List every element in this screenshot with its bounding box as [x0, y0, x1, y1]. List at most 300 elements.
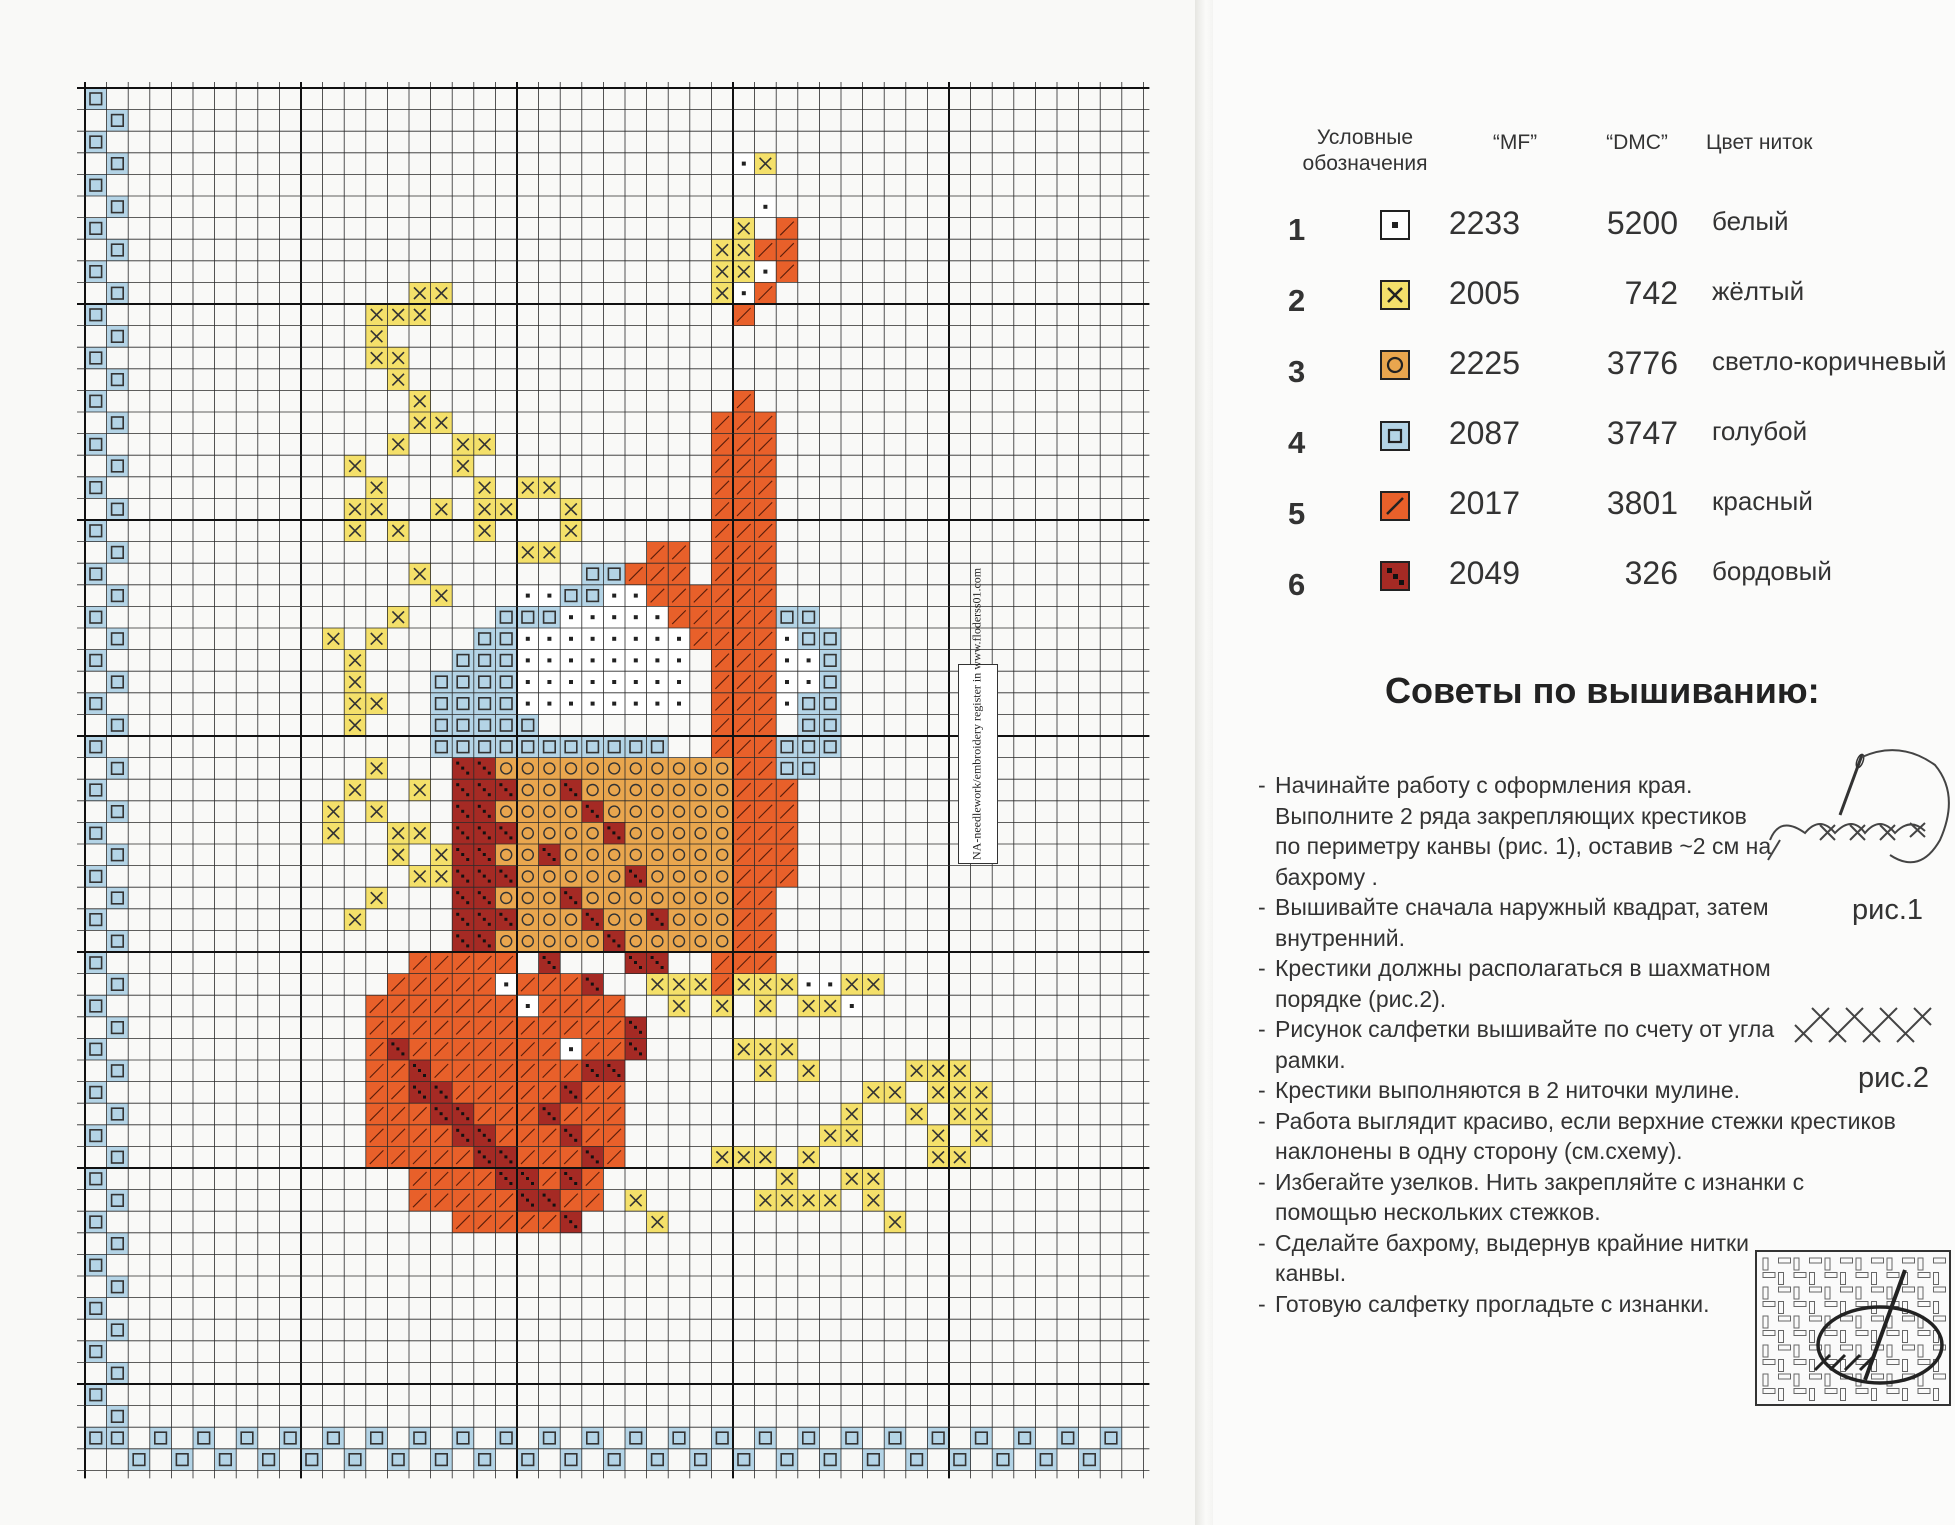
stitch-red: [625, 563, 647, 585]
stitch-yellow: [711, 282, 733, 304]
stitch-blue: [625, 736, 647, 758]
stitch-yellow: [323, 628, 345, 650]
stitch-maroon: [409, 1082, 431, 1104]
stitch-maroon: [517, 1168, 539, 1190]
page-fold: [1195, 0, 1213, 1525]
stitch-yellow: [366, 304, 388, 326]
stitch-yellow: [668, 974, 690, 996]
stitch-yellow: [971, 1125, 993, 1147]
tan-circle-icon: [1380, 350, 1410, 380]
stitch-white: [755, 261, 777, 283]
stitch-red: [495, 952, 517, 974]
stitch-red: [711, 585, 733, 607]
stitch-red: [755, 282, 777, 304]
stitch-white: [647, 671, 669, 693]
stitch-tan: [603, 758, 625, 780]
stitch-red: [733, 671, 755, 693]
stitch-red: [560, 1146, 582, 1168]
legend-num: 5: [1288, 496, 1306, 531]
stitch-blue: [107, 110, 129, 132]
stitch-red: [409, 974, 431, 996]
stitch-maroon: [603, 1060, 625, 1082]
stitch-yellow: [387, 347, 409, 369]
stitch-white: [517, 693, 539, 715]
stitch-red: [776, 261, 798, 283]
stitch-maroon: [560, 1125, 582, 1147]
stitch-red: [711, 455, 733, 477]
canvas-weave-figure-icon: [1755, 1250, 1955, 1410]
stitch-yellow: [387, 369, 409, 391]
header-color: Цвет ниток: [1706, 131, 1813, 154]
maroon-dots-icon: [1380, 561, 1410, 591]
stitch-yellow: [366, 326, 388, 348]
stitch-maroon: [452, 909, 474, 931]
stitch-white: [582, 650, 604, 672]
stitch-blue: [85, 606, 107, 628]
stitch-red: [711, 606, 733, 628]
header-dmc: “DMC”: [1606, 131, 1668, 154]
stitch-red: [733, 390, 755, 412]
stitch-blue: [215, 1449, 237, 1471]
tip-item: - Работа выглядит красиво, если верхние стежки крестиков наклонены в одну сторону (см.схему).: [1258, 1106, 1915, 1167]
stitch-red: [755, 801, 777, 823]
stitch-yellow: [366, 693, 388, 715]
stitch-yellow: [387, 606, 409, 628]
legend-num: 1: [1288, 212, 1306, 247]
stitch-blue: [85, 563, 107, 585]
stitch-tan: [625, 844, 647, 866]
stitch-yellow: [798, 995, 820, 1017]
stitch-blue: [85, 1298, 107, 1320]
stitch-blue: [107, 1319, 129, 1341]
red-slash-icon: [1380, 491, 1410, 521]
stitch-red: [474, 1038, 496, 1060]
stitch-tan: [690, 930, 712, 952]
stitch-tan: [647, 801, 669, 823]
stitch-blue: [798, 606, 820, 628]
stitch-red: [690, 606, 712, 628]
stitch-white: [560, 1038, 582, 1060]
stitch-blue: [107, 1427, 129, 1449]
stitch-maroon: [452, 1103, 474, 1125]
stitch-yellow: [474, 434, 496, 456]
stitch-yellow: [733, 974, 755, 996]
stitch-red: [755, 412, 777, 434]
stitch-maroon: [474, 801, 496, 823]
stitch-red: [452, 1060, 474, 1082]
stitch-blue: [107, 455, 129, 477]
stitch-blue: [560, 1449, 582, 1471]
stitch-white: [647, 628, 669, 650]
legend-dmc: 3747: [1606, 415, 1678, 451]
stitch-red: [452, 1082, 474, 1104]
stitch-blue: [258, 1449, 280, 1471]
stitch-maroon: [495, 1168, 517, 1190]
stitch-red: [474, 1060, 496, 1082]
stitch-blue: [85, 347, 107, 369]
stitch-blue: [495, 628, 517, 650]
stitch-tan: [517, 822, 539, 844]
stitch-red: [711, 520, 733, 542]
stitch-maroon: [495, 779, 517, 801]
stitch-blue: [85, 995, 107, 1017]
stitch-blue: [107, 1017, 129, 1039]
stitch-blue: [107, 369, 129, 391]
stitch-blue: [495, 736, 517, 758]
stitch-blue: [819, 628, 841, 650]
stitch-blue: [431, 693, 453, 715]
stitch-red: [431, 995, 453, 1017]
white-dot-icon: [1380, 210, 1410, 240]
stitch-tan: [647, 844, 669, 866]
stitch-red: [755, 455, 777, 477]
stitch-blue: [452, 736, 474, 758]
stitch-blue: [776, 758, 798, 780]
stitch-tan: [517, 930, 539, 952]
stitch-yellow: [344, 650, 366, 672]
stitch-blue: [647, 1449, 669, 1471]
stitch-yellow: [819, 995, 841, 1017]
stitch-red: [603, 1017, 625, 1039]
stitch-maroon: [452, 930, 474, 952]
stitch-tan: [582, 930, 604, 952]
stitch-tan: [668, 844, 690, 866]
stitch-red: [495, 1211, 517, 1233]
legend-color-name: голубой: [1712, 416, 1808, 446]
stitch-white: [603, 606, 625, 628]
stitch-white: [603, 671, 625, 693]
stitch-blue: [85, 1168, 107, 1190]
yellow-x-icon: [1380, 280, 1410, 310]
stitch-red: [560, 1060, 582, 1082]
stitch-blue: [85, 1038, 107, 1060]
stitch-white: [798, 974, 820, 996]
stitch-yellow: [884, 1211, 906, 1233]
stitch-maroon: [539, 952, 561, 974]
stitch-tan: [517, 801, 539, 823]
tip-item: - Крестики должны располагаться в шахматном порядке (рис.2).: [1258, 953, 1775, 1014]
stitch-blue: [971, 1427, 993, 1449]
stitch-blue: [85, 909, 107, 931]
stitch-blue: [301, 1449, 323, 1471]
stitch-red: [755, 606, 777, 628]
stitch-white: [776, 671, 798, 693]
legend-mf: 2087: [1448, 415, 1520, 451]
stitch-blue: [85, 693, 107, 715]
stitch-yellow: [452, 434, 474, 456]
stitch-red: [452, 1211, 474, 1233]
legend-dmc: 3801: [1606, 485, 1678, 521]
stitch-red: [431, 1146, 453, 1168]
stitch-white: [517, 650, 539, 672]
stitch-red: [409, 1125, 431, 1147]
stitch-red: [517, 1082, 539, 1104]
stitch-red: [711, 671, 733, 693]
stitch-blue: [452, 1427, 474, 1449]
stitch-yellow: [387, 304, 409, 326]
stitch-red: [776, 844, 798, 866]
stitch-blue: [387, 1449, 409, 1471]
stitch-tan: [690, 822, 712, 844]
stitch-blue: [625, 1427, 647, 1449]
stitch-yellow: [906, 1060, 928, 1082]
stitch-blue: [452, 714, 474, 736]
stitch-maroon: [452, 801, 474, 823]
stitch-yellow: [474, 520, 496, 542]
stitch-blue: [841, 1427, 863, 1449]
stitch-red: [711, 952, 733, 974]
stitch-blue: [603, 563, 625, 585]
stitch-maroon: [474, 779, 496, 801]
stitch-yellow: [431, 412, 453, 434]
stitch-red: [755, 520, 777, 542]
stitch-blue: [107, 1060, 129, 1082]
stitch-red: [755, 866, 777, 888]
stitch-red: [711, 412, 733, 434]
stitch-red: [474, 1168, 496, 1190]
stamp-text: NA-needlework/embroidery register in www.floderss01.com: [969, 567, 984, 860]
stitch-red: [776, 239, 798, 261]
stitch-blue: [819, 714, 841, 736]
stitch-yellow: [733, 261, 755, 283]
stitch-tan: [495, 758, 517, 780]
legend-dmc: 5200: [1606, 205, 1678, 241]
stitch-blue: [798, 1427, 820, 1449]
stitch-blue: [107, 196, 129, 218]
stitch-blue: [711, 1427, 733, 1449]
stitch-red: [387, 1060, 409, 1082]
stitch-maroon: [582, 909, 604, 931]
stitch-white: [517, 671, 539, 693]
stitch-maroon: [560, 887, 582, 909]
stitch-red: [495, 1082, 517, 1104]
tip-item: - Сделайте бахрому, выдернув крайние нитки канвы.: [1258, 1228, 1755, 1289]
stitch-maroon: [387, 1038, 409, 1060]
stitch-red: [668, 585, 690, 607]
stitch-blue: [495, 671, 517, 693]
stitch-tan: [711, 887, 733, 909]
stitch-tan: [647, 779, 669, 801]
stitch-blue: [647, 736, 669, 758]
stitch-blue: [107, 1406, 129, 1428]
stitch-blue: [906, 1449, 928, 1471]
stitch-yellow: [884, 1082, 906, 1104]
stitch-tan: [690, 758, 712, 780]
stitch-red: [733, 542, 755, 564]
stitch-red: [733, 822, 755, 844]
stitch-yellow: [387, 520, 409, 542]
stitch-white: [582, 606, 604, 628]
stitch-blue: [1079, 1449, 1101, 1471]
stitch-tan: [625, 822, 647, 844]
stitch-blue: [949, 1449, 971, 1471]
stitch-yellow: [366, 887, 388, 909]
stitch-white: [841, 995, 863, 1017]
stitch-blue: [582, 563, 604, 585]
stitch-blue: [85, 1211, 107, 1233]
stitch-yellow: [733, 239, 755, 261]
stitch-yellow: [409, 390, 431, 412]
stitch-white: [539, 671, 561, 693]
stitch-red: [452, 1168, 474, 1190]
stitch-tan: [539, 930, 561, 952]
stitch-maroon: [495, 866, 517, 888]
stitch-blue: [603, 1449, 625, 1471]
stitch-red: [733, 866, 755, 888]
stitch-maroon: [409, 1060, 431, 1082]
stitch-red: [582, 1168, 604, 1190]
stitch-blue: [1035, 1449, 1057, 1471]
stitch-yellow: [906, 1103, 928, 1125]
stitch-blue: [85, 1125, 107, 1147]
stitch-yellow: [517, 542, 539, 564]
stitch-red: [733, 434, 755, 456]
stitch-tan: [539, 801, 561, 823]
tip-item: - Вышивайте сначала наружный квадрат, затем внутренний.: [1258, 892, 1775, 953]
stitch-red: [409, 1103, 431, 1125]
stitch-blue: [668, 1427, 690, 1449]
stitch-maroon: [452, 1125, 474, 1147]
stitch-red: [495, 1103, 517, 1125]
stitch-red: [582, 1190, 604, 1212]
stitch-yellow: [323, 822, 345, 844]
stitch-red: [495, 1038, 517, 1060]
stitch-yellow: [344, 520, 366, 542]
stitch-white: [539, 650, 561, 672]
stitch-yellow: [387, 844, 409, 866]
stitch-blue: [85, 650, 107, 672]
tip-item: - Готовую салфетку прогладьте с изнанки.: [1258, 1289, 1755, 1320]
stitch-red: [733, 650, 755, 672]
stitch-white: [776, 628, 798, 650]
stitch-white: [798, 671, 820, 693]
stitch-tan: [711, 909, 733, 931]
stitch-red: [733, 477, 755, 499]
stitch-white: [625, 585, 647, 607]
stitch-maroon: [474, 866, 496, 888]
stitch-tan: [560, 866, 582, 888]
stitch-blue: [85, 1341, 107, 1363]
stitch-blue: [107, 801, 129, 823]
stitch-red: [755, 887, 777, 909]
legend-mf: 2233: [1448, 205, 1520, 241]
legend-mf: 2225: [1448, 345, 1520, 381]
stitch-red: [711, 477, 733, 499]
stitch-red: [431, 1125, 453, 1147]
stitch-white: [819, 974, 841, 996]
stitch-tan: [517, 866, 539, 888]
stitch-red: [409, 1017, 431, 1039]
stitch-blue: [474, 736, 496, 758]
stitch-blue: [1057, 1427, 1079, 1449]
stitch-blue: [776, 606, 798, 628]
stitch-red: [452, 1017, 474, 1039]
stitch-red: [755, 498, 777, 520]
stitch-maroon: [539, 1103, 561, 1125]
stitch-tan: [711, 779, 733, 801]
stitch-blue: [85, 218, 107, 240]
stitch-blue: [85, 88, 107, 110]
stitch-blue: [452, 650, 474, 672]
stitch-tan: [711, 758, 733, 780]
stitch-tan: [539, 758, 561, 780]
stitch-red: [733, 628, 755, 650]
stitch-yellow: [495, 498, 517, 520]
stitch-red: [755, 650, 777, 672]
stitch-yellow: [452, 455, 474, 477]
stitch-white: [603, 628, 625, 650]
stitch-blue: [107, 1233, 129, 1255]
stitch-tan: [495, 887, 517, 909]
stitch-white: [625, 650, 647, 672]
stitch-red: [539, 1082, 561, 1104]
stitch-maroon: [452, 866, 474, 888]
stitch-red: [517, 1146, 539, 1168]
stitch-red: [539, 1017, 561, 1039]
stitch-yellow: [733, 1038, 755, 1060]
stitch-tan: [539, 866, 561, 888]
stitch-red: [409, 1038, 431, 1060]
stitch-red: [755, 477, 777, 499]
legend-color-name: светло-коричневый: [1712, 346, 1947, 376]
stitch-yellow: [344, 671, 366, 693]
stitch-red: [690, 628, 712, 650]
stitch-yellow: [366, 498, 388, 520]
stitch-yellow: [344, 498, 366, 520]
stitch-yellow: [971, 1082, 993, 1104]
stitch-blue: [819, 1449, 841, 1471]
figure-2-label: рис.2: [1858, 1062, 1930, 1094]
stitch-red: [668, 542, 690, 564]
stitch-red: [452, 1190, 474, 1212]
stitch-red: [711, 736, 733, 758]
stitch-red: [603, 1082, 625, 1104]
legend-mf: 2049: [1448, 555, 1520, 591]
stitch-tan: [603, 779, 625, 801]
stitch-red: [474, 1082, 496, 1104]
stitch-red: [517, 1060, 539, 1082]
stitch-blue: [107, 758, 129, 780]
stitch-yellow: [755, 1038, 777, 1060]
stitch-blue: [107, 412, 129, 434]
stitch-red: [431, 1060, 453, 1082]
stitch-red: [755, 930, 777, 952]
stitch-tan: [625, 930, 647, 952]
stitch-tan: [582, 822, 604, 844]
stitch-tan: [711, 822, 733, 844]
stitch-red: [755, 822, 777, 844]
stitch-red: [690, 585, 712, 607]
stitch-blue: [992, 1449, 1014, 1471]
stitch-red: [733, 930, 755, 952]
stitch-blue: [107, 239, 129, 261]
blue-square-icon: [1380, 421, 1410, 451]
stitch-blue: [495, 606, 517, 628]
stitch-maroon: [517, 1190, 539, 1212]
stitch-red: [366, 1082, 388, 1104]
tip-item: - Рисунок салфетки вышивайте по счету от угла рамки.: [1258, 1014, 1775, 1075]
stitch-maroon: [474, 844, 496, 866]
stitch-yellow: [711, 995, 733, 1017]
stitch-red: [711, 693, 733, 715]
stitch-blue: [582, 736, 604, 758]
stitch-white: [755, 196, 777, 218]
stitch-white: [560, 606, 582, 628]
stitch-maroon: [625, 866, 647, 888]
stitch-red: [495, 995, 517, 1017]
stitch-blue: [1014, 1427, 1036, 1449]
stitch-red: [366, 1017, 388, 1039]
